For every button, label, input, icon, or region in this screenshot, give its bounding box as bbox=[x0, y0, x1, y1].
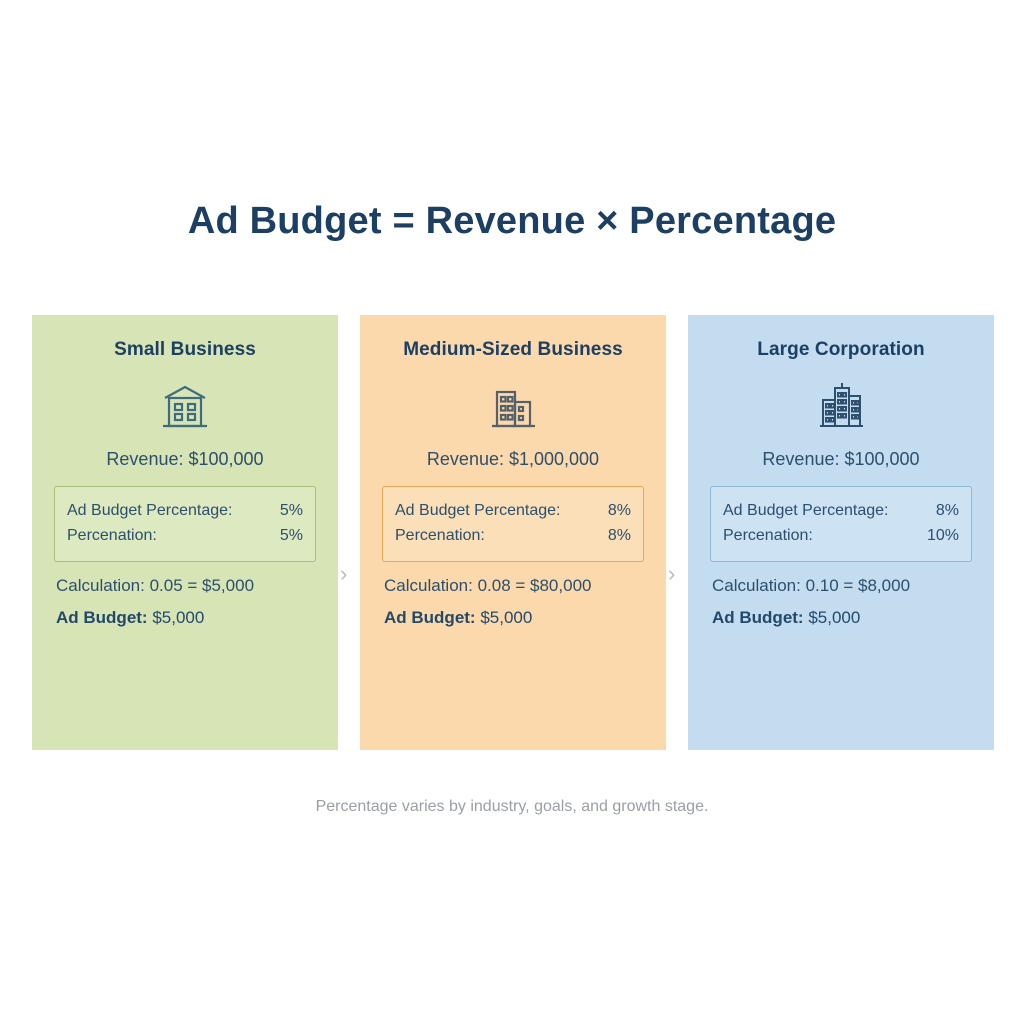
ad-budget-line bbox=[54, 608, 316, 628]
percentage-box bbox=[54, 486, 316, 562]
revenue-line bbox=[710, 449, 972, 470]
calculation-value: 0.05 = $5,000 bbox=[149, 575, 255, 595]
small-building-icon bbox=[54, 375, 316, 437]
card-separator-2 bbox=[666, 315, 688, 750]
percentage-box bbox=[710, 486, 972, 562]
percentage-row bbox=[395, 524, 631, 549]
percentage-row bbox=[67, 524, 303, 549]
ad-budget-value: $5,000 bbox=[480, 607, 533, 627]
calculation-value: 0.10 = $8,000 bbox=[805, 575, 911, 595]
ad-budget-percentage-row bbox=[723, 499, 959, 524]
percentage-value: 5% bbox=[279, 526, 303, 544]
revenue-value: $100,000 bbox=[844, 449, 920, 469]
revenue-label: Revenue: bbox=[106, 449, 189, 469]
calculation-line bbox=[54, 576, 316, 596]
calculation-label: Calculation: bbox=[384, 575, 478, 595]
chevron-right-icon: › bbox=[668, 561, 676, 586]
ad-budget-label: Ad Budget: bbox=[384, 607, 481, 627]
card-small-business bbox=[32, 315, 338, 750]
ad-budget-line bbox=[710, 608, 972, 628]
calculation-value: 0.08 = $80,000 bbox=[477, 575, 592, 595]
revenue-label: Revenue: bbox=[762, 449, 845, 469]
card-title: Large Corporation bbox=[757, 339, 925, 360]
medium-building-icon bbox=[382, 375, 644, 437]
chevron-right-icon: › bbox=[340, 561, 348, 586]
revenue-value: $1,000,000 bbox=[508, 449, 600, 469]
percentage-label: Percenation: bbox=[67, 526, 157, 544]
ad-budget-value: $5,000 bbox=[808, 607, 861, 627]
ad-budget-line bbox=[382, 608, 644, 628]
ad-budget-percentage-row bbox=[395, 499, 631, 524]
percentage-value: 8% bbox=[607, 526, 631, 544]
ad-budget-percentage-value: 8% bbox=[607, 502, 631, 519]
calculation-line bbox=[710, 576, 972, 596]
ad-budget-label: Ad Budget: bbox=[712, 607, 809, 627]
ad-budget-percentage-value: 8% bbox=[935, 502, 959, 519]
percentage-box bbox=[382, 486, 644, 562]
ad-budget-percentage-label: Ad Budget Percentage: bbox=[723, 502, 889, 519]
page-title: Ad Budget = Revenue × Percentage bbox=[187, 200, 837, 242]
percentage-label: Percenation: bbox=[395, 526, 485, 544]
percentage-value: 10% bbox=[926, 526, 959, 544]
card-separator-1 bbox=[338, 315, 360, 750]
percentage-row bbox=[723, 524, 959, 549]
calculation-line bbox=[382, 576, 644, 596]
ad-budget-percentage-row bbox=[67, 499, 303, 524]
ad-budget-percentage-value: 5% bbox=[279, 502, 303, 519]
percentage-label: Percenation: bbox=[723, 526, 813, 544]
cards-row bbox=[32, 315, 994, 750]
card-medium-business bbox=[360, 315, 666, 750]
calculation-label: Calculation: bbox=[712, 575, 806, 595]
ad-budget-label: Ad Budget: bbox=[56, 607, 153, 627]
large-building-icon bbox=[710, 375, 972, 437]
revenue-line bbox=[382, 449, 644, 470]
footnote: Percentage varies by industry, goals, and growth stage. bbox=[315, 798, 709, 815]
revenue-line bbox=[54, 449, 316, 470]
ad-budget-percentage-label: Ad Budget Percentage: bbox=[67, 502, 233, 519]
revenue-label: Revenue: bbox=[426, 449, 509, 469]
card-title: Medium-Sized Business bbox=[403, 339, 623, 360]
ad-budget-value: $5,000 bbox=[152, 607, 205, 627]
card-title: Small Business bbox=[114, 339, 256, 360]
ad-budget-percentage-label: Ad Budget Percentage: bbox=[395, 502, 561, 519]
card-large-corporation bbox=[688, 315, 994, 750]
revenue-value: $100,000 bbox=[188, 449, 264, 469]
calculation-label: Calculation: bbox=[56, 575, 150, 595]
